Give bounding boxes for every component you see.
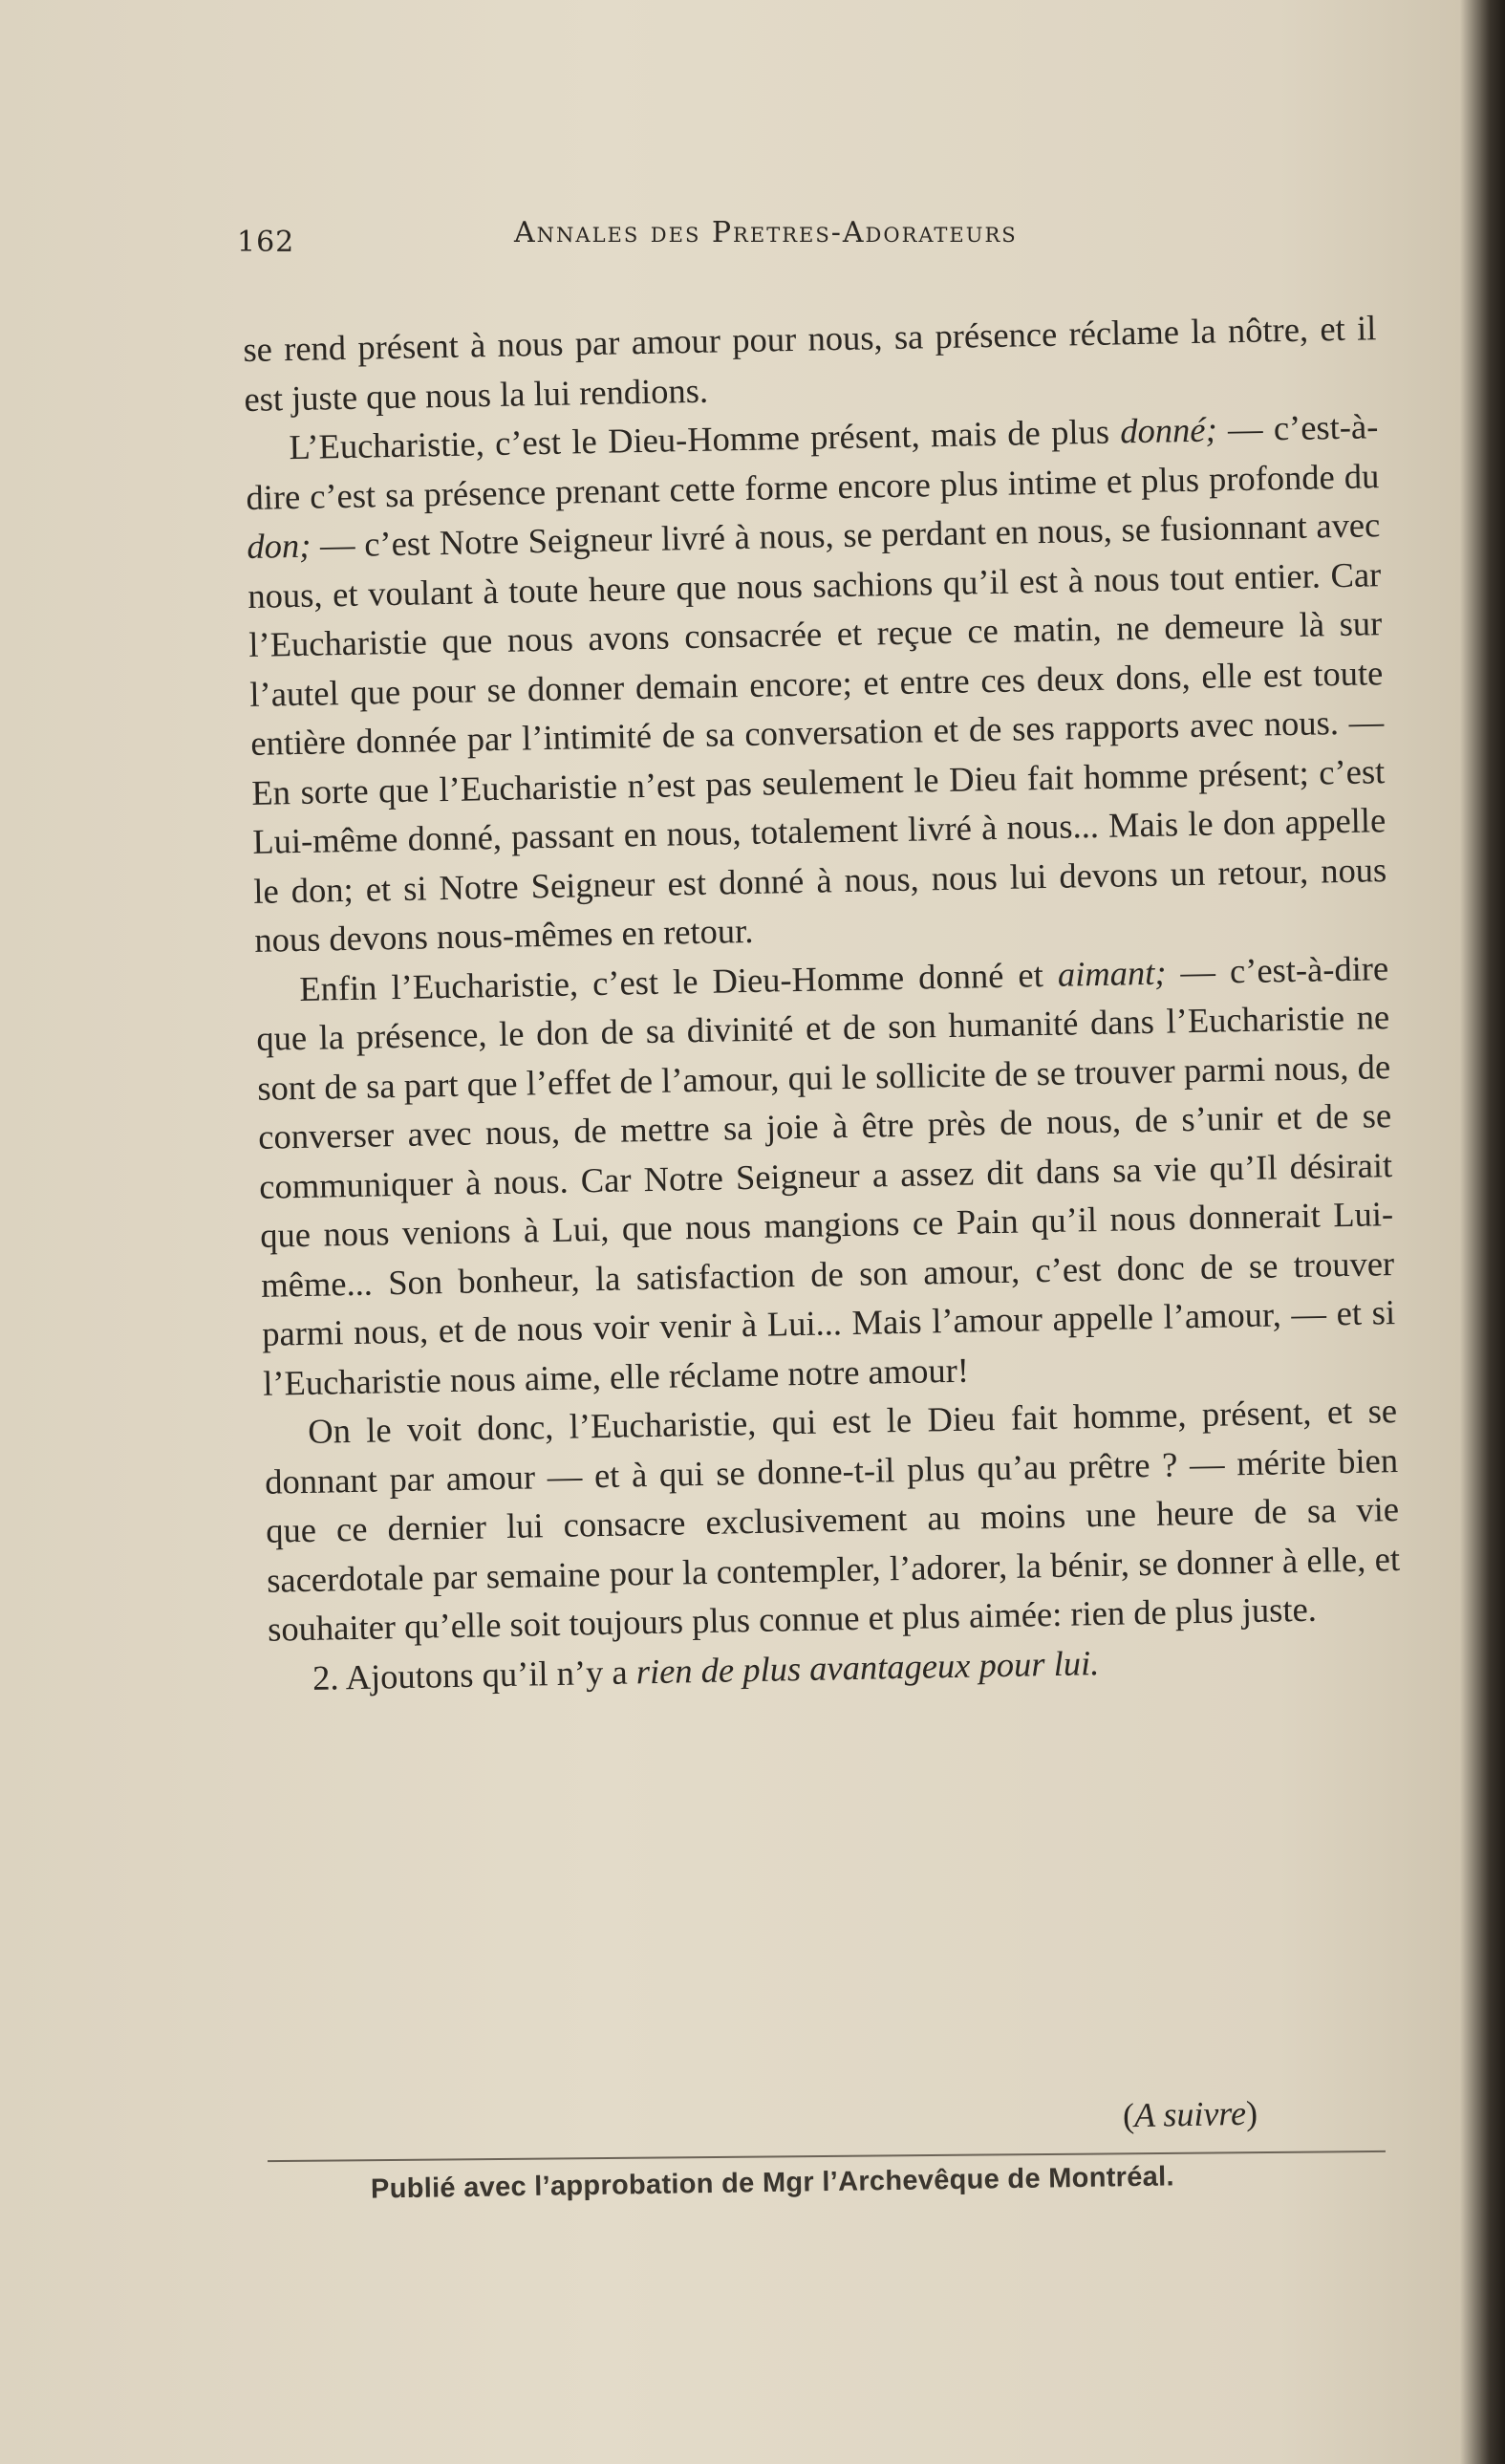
page-number: 162 [237,226,295,259]
text-run: Enfin l’Eucharistie, c’est le Dieu-Homme donné et [298,954,1059,1008]
text-run: — c’est-à-dire c’est sa présence prenant cette forme encore plus intime et plus profonde du [246,406,1380,517]
emphasis-text: rien de plus avantageux pour lui. [635,1642,1100,1691]
footer-divider [268,2151,1386,2162]
page-header [237,212,1078,260]
to-be-continued-label: A suivre [1133,2093,1247,2135]
paragraph [264,1386,1402,1653]
paragraph [245,401,1388,964]
emphasis-text: aimant; [1057,952,1167,994]
text-run: L’Eucharistie, c’est le Dieu-Homme présent, mais de plus [289,411,1121,467]
article-body [243,303,1402,1703]
running-title: Annales des Pretres-Adorateurs [514,216,1018,249]
text-run: — c’est Notre Seigneur livré à nous, se perdant en nous, se fusionnant avec nous, et voulant à toute heure que nous sachions qu’il est à nous tout entier. Car l’Eucharistie que nous avons consacrée et reçue ce matin, ne demeure là sur l’autel que pour se donner demain encore; et entre ces deux dons, elle est toute entière donnée par l’intimité de sa conversation et de ses rapports avec nous. — En sorte que l’Eucharistie n’est pas seulement le Dieu fait homme présent; c’est Lui-même donné, passant en nous, totalement livré à nous... Mais le don appelle le don; et si Notre Seigneur est donné à nous, nous lui devons un retour, nous nous devons nous-mêmes en retour. [247,505,1387,960]
emphasis-text: donné; [1119,409,1218,451]
to-be-continued: (A suivre) [1122,2093,1258,2135]
text-run: 2. Ajoutons qu’il n’y a [312,1651,637,1697]
paragraph [255,943,1397,1408]
text-run: — c’est-à-dire que la présence, le don de sa divinité et de son humanité dans l’Eucharistie ne sont de sa part que l’effet de l’amour, qui le sollicite de se trouver parmi nous, de converser avec nous, de mettre sa joie à être près de nous, de s’unir et de se communiquer à nous. Car Notre Seigneur a assez dit dans sa vie qu’Il désirait que nous venions à Lui, que nous mangions ce Pain qu’il nous donnerait Lui-même... Son bonheur, la satisfaction de son amour, c’est donc de se trouver parmi nous, et de nous voir venir à Lui... Mais l’amour appelle l’amour, — et si l’Eucharistie nous aime, elle réclame notre amour! [255,947,1396,1403]
imprimatur-note: Publié avec l’approbation de Mgr l’Archevêque de Montréal. [370,2161,1175,2205]
emphasis-text: don; [247,525,312,566]
text-run: se rend présent à nous par amour pour nous, sa présence réclame la nôtre, et il est juste que nous la lui rendions. [243,308,1377,419]
text-run: On le voit donc, l’Eucharistie, qui est le Dieu fait homme, présent, et se donnant par amour — et à qui se donne-t-il plus qu’au prêtre ? — mérite bien que ce dernier lui consacre exclusivement au moins une heure de sa vie sacerdotale par semaine pour la contempler, l’adorer, la bénir, se donner à elle, et souhaiter qu’elle soit toujours plus connue et plus aimée: rien de plus juste. [264,1391,1401,1649]
